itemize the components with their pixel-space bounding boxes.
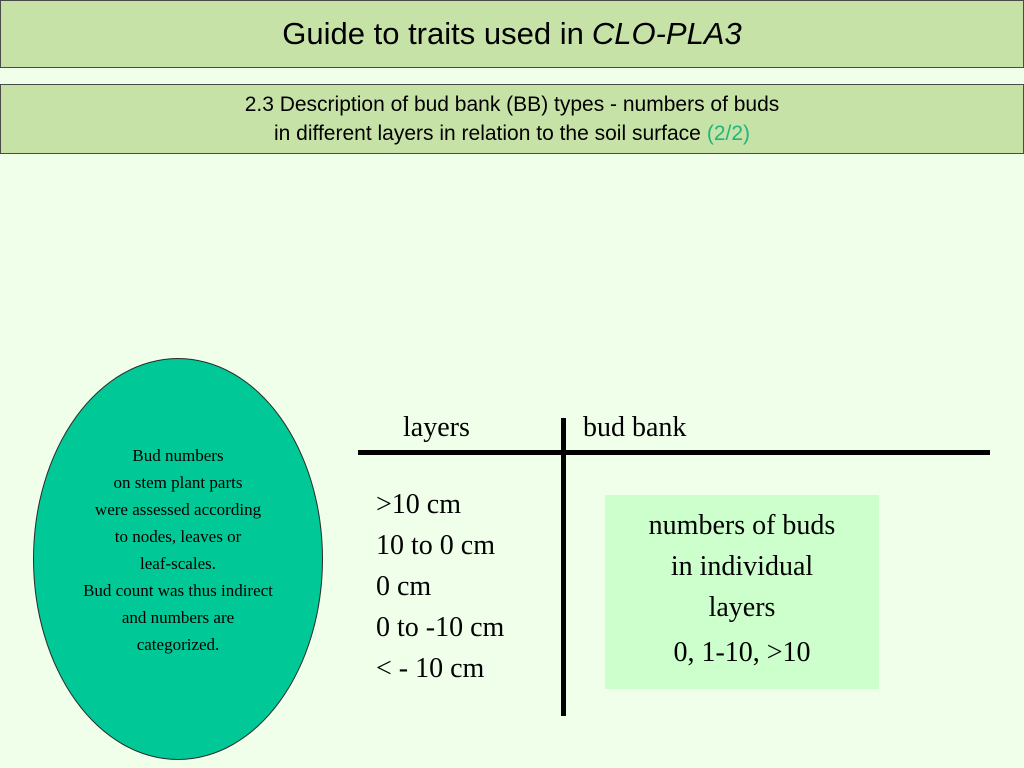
table-horizontal-rule: [358, 450, 990, 455]
layer-item: >10 cm: [376, 489, 461, 520]
bud-bank-description: [605, 505, 879, 628]
layer-item: 10 to 0 cm: [376, 530, 495, 561]
oval-line: were assessed according: [94, 500, 262, 519]
subtitle-page-indicator: (2/2): [706, 122, 751, 145]
layer-list: [376, 484, 504, 689]
subtitle-line-1: 2.3 Description of bud bank (BB) types - numbers of buds: [244, 93, 780, 116]
layer-item: < - 10 cm: [376, 653, 485, 684]
layer-item: 0 cm: [376, 571, 432, 602]
layers-header: layers: [403, 412, 470, 443]
slide-title: [0, 0, 1024, 68]
bud-bank-line: numbers of buds: [648, 510, 836, 541]
subtitle-line-2: [274, 119, 750, 148]
slide-title-text: Guide to traits used in: [282, 16, 584, 51]
oval-line: on stem plant parts: [113, 473, 243, 492]
oval-line: leaf-scales.: [140, 554, 216, 573]
layer-item: 0 to -10 cm: [376, 612, 505, 643]
bud-bank-header: bud bank: [583, 412, 687, 443]
oval-line: Bud count was thus indirect: [83, 581, 273, 600]
oval-line: categorized.: [136, 635, 220, 654]
oval-line: Bud numbers: [132, 446, 224, 465]
info-oval-text: [83, 442, 273, 658]
section-subtitle: [0, 84, 1024, 154]
slide-title-emphasis: CLO-PLA3: [591, 16, 742, 51]
bud-bank-line: layers: [708, 592, 776, 623]
bud-bank-box: [605, 495, 879, 689]
subtitle-line-2-text: in different layers in relation to the soil surface: [273, 122, 701, 145]
oval-line: and numbers are: [121, 608, 235, 627]
info-oval: [33, 358, 323, 760]
bud-bank-range: 0, 1-10, >10: [673, 637, 811, 668]
table-vertical-rule: [561, 418, 566, 716]
oval-line: to nodes, leaves or: [114, 527, 242, 546]
bud-bank-line: in individual: [670, 551, 814, 582]
